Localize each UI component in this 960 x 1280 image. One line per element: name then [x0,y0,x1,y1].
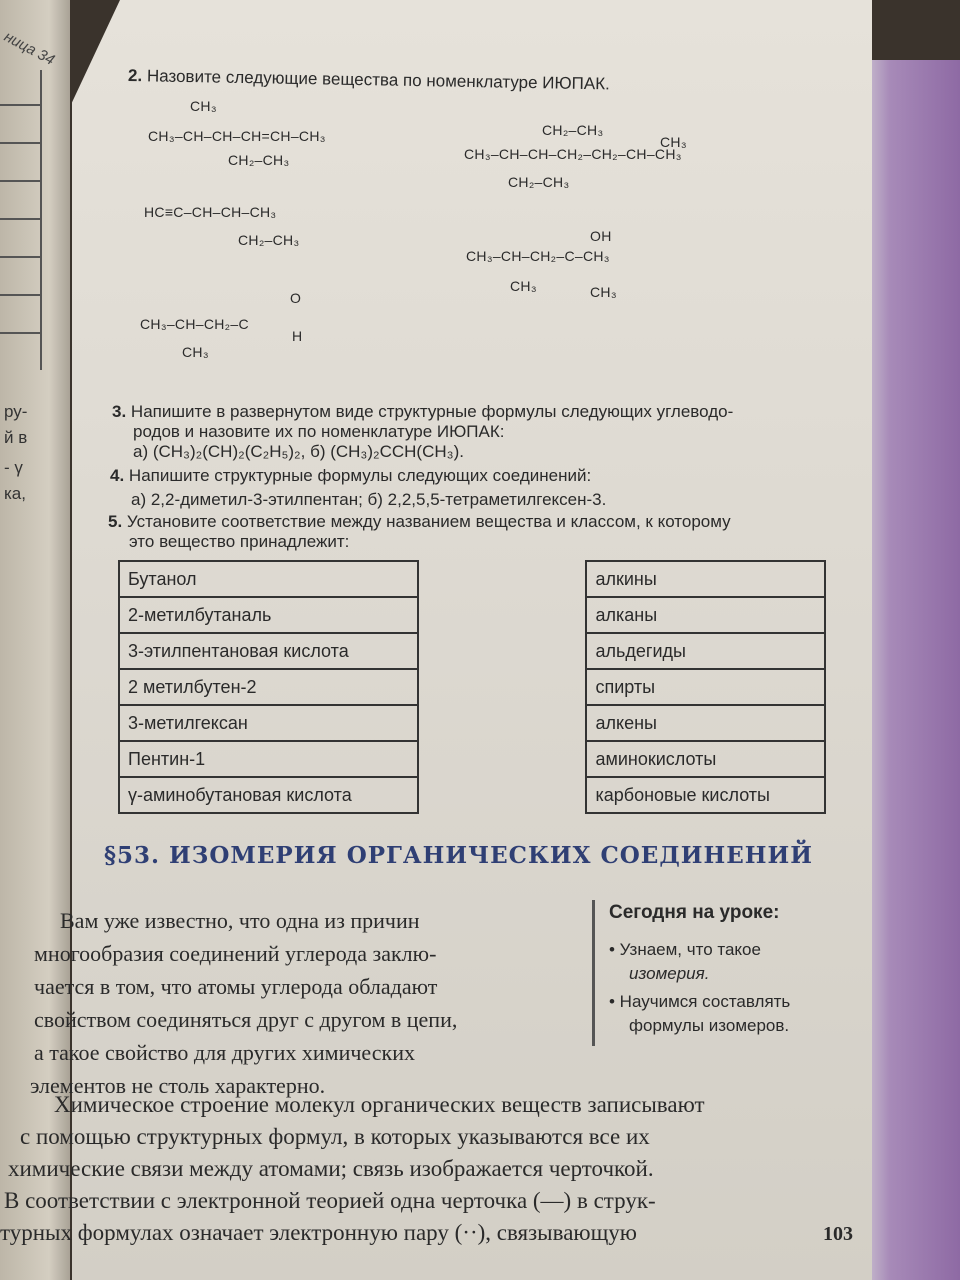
formula-2-main: CH₃–CH–CH–CH₂–CH₂–CH–CH₃ [464,146,682,162]
table-row [119,777,825,813]
formula-5-main: CH₃–CH–CH₂–C [140,316,249,332]
lesson-goals-box [592,900,855,1046]
left-page-fragment: - γ [4,458,23,477]
formula-1-main: CH₃–CH–CH–CH=CH–CH₃ [148,128,326,144]
table-row [119,705,825,741]
formula-5-bottom: CH₃ [182,344,209,360]
left-page-fragment: ру- [4,402,28,421]
task-2 [128,66,610,94]
formula-1-bottom: CH₂–CH₃ [228,152,290,168]
table-row [119,633,825,669]
task-4-line-2: а) 2,2-диметил-3-этилпентан; б) 2,2,5,5-тетраметилгексен-3. [131,490,607,509]
task-text: Назовите следующие вещества по номенклатуре ИЮПАК. [146,66,610,94]
paragraph-2-line: Химическое строение молекул органических веществ записывают [54,1092,705,1117]
table-gap [418,597,586,633]
table-gap [418,633,586,669]
task-5-line-2: это вещество принадлежит: [129,532,350,551]
class-cell: альдегиды [586,633,825,669]
class-cell: карбоновые кислоты [586,777,825,813]
substance-cell: Бутанол [119,561,418,597]
table-row [119,561,825,597]
matching-table [118,560,826,814]
table-gap [418,777,586,813]
paragraph-1-line: многообразия соединений углерода заклю- [34,941,437,966]
substance-cell: 2 метилбутен-2 [119,669,418,705]
task-number: 3. [112,402,127,421]
lesson-goal-item-cont: изомерия. [629,964,710,983]
formula-1-top: CH₃ [190,98,217,114]
paragraph-1-line: элементов не столь характерно. [30,1073,326,1098]
formula-2-top-2: CH₃ [660,134,687,150]
class-cell: аминокислоты [586,741,825,777]
formula-4-bottom-1: CH₃ [510,278,537,294]
formula-2-top-1: CH₂–CH₃ [542,122,604,138]
paragraph-2-line: турных формулах означает электронную пару (··), связывающую [0,1220,637,1245]
task-3-line-3: а) (CH₃)₂(CH)₂(C₂H₅)₂, б) (CH₃)₂CCH(CH₃). [133,442,464,461]
table-gap [418,669,586,705]
formula-2-bottom: CH₂–CH₃ [508,174,570,190]
substance-cell: 3-метилгексан [119,705,418,741]
table-row [119,597,825,633]
left-page-header: ница 34 [1,28,58,69]
formula-5-hydrogen: H [292,328,303,344]
task-text: Установите соответствие между названием вещества и классом, к которому [126,512,731,531]
task-number: 5. [108,512,123,531]
paragraph-1-line: а такое свойство для других химических [34,1040,415,1065]
formula-3-main: HC≡C–CH–CH–CH₃ [144,204,277,220]
paragraph-2-line: химические связи между атомами; связь изображается черточкой. [8,1156,654,1181]
substance-cell: Пентин-1 [119,741,418,777]
lesson-goal-item: • Научимся составлять [609,992,791,1011]
formula-5-oxygen: O [290,290,302,306]
substance-cell: 3-этилпентановая кислота [119,633,418,669]
task-text: Напишите в развернутом виде структурные формулы следующих углеводо- [130,402,734,421]
paragraph-1-line: чается в том, что атомы углерода обладают [34,974,438,999]
formula-4-bottom-2: CH₃ [590,284,617,300]
task-4 [110,466,591,486]
lesson-goal-item-cont: формулы изомеров. [629,1016,790,1035]
substance-cell: 2-метилбутаналь [119,597,418,633]
class-cell: спирты [586,669,825,705]
task-5 [108,512,731,532]
lesson-goal-item: • Узнаем, что такое [609,940,761,959]
page-number: 103 [823,1223,853,1245]
paragraph-2-line: с помощью структурных формул, в которых указываются все их [20,1124,650,1149]
task-number: 4. [110,466,125,485]
table-row [119,669,825,705]
task-number: 2. [127,66,143,86]
task-3 [112,402,733,422]
formula-3-bottom: CH₂–CH₃ [238,232,300,248]
table-row [119,741,825,777]
left-page-fragment: й в [4,428,28,447]
substance-cell: γ-аминобутановая кислота [119,777,418,813]
formula-4-top: OH [590,228,612,244]
class-cell: алкены [586,705,825,741]
formula-4-main: CH₃–CH–CH₂–C–CH₃ [466,248,610,264]
left-page-fragment: ка, [4,484,26,503]
paragraph-1-line: свойством соединяться друг с другом в цепи, [34,1007,458,1032]
paragraph-2-line: В соответствии с электронной теорией одна черточка (—) в струк- [4,1188,656,1213]
task-text: Напишите структурные формулы следующих соединений: [128,466,592,485]
task-3-line-2: родов и назовите их по номенклатуре ИЮПАК: [133,422,505,441]
lesson-goals-heading: Сегодня на уроке: [609,902,780,923]
table-gap [418,561,586,597]
table-gap [418,741,586,777]
section-title: §53. ИЗОМЕРИЯ ОРГАНИЧЕСКИХ СОЕДИНЕНИЙ [104,842,813,869]
paragraph-1-line: Вам уже известно, что одна из причин [60,908,420,933]
table-gap [418,705,586,741]
class-cell: алканы [586,597,825,633]
class-cell: алкины [586,561,825,597]
